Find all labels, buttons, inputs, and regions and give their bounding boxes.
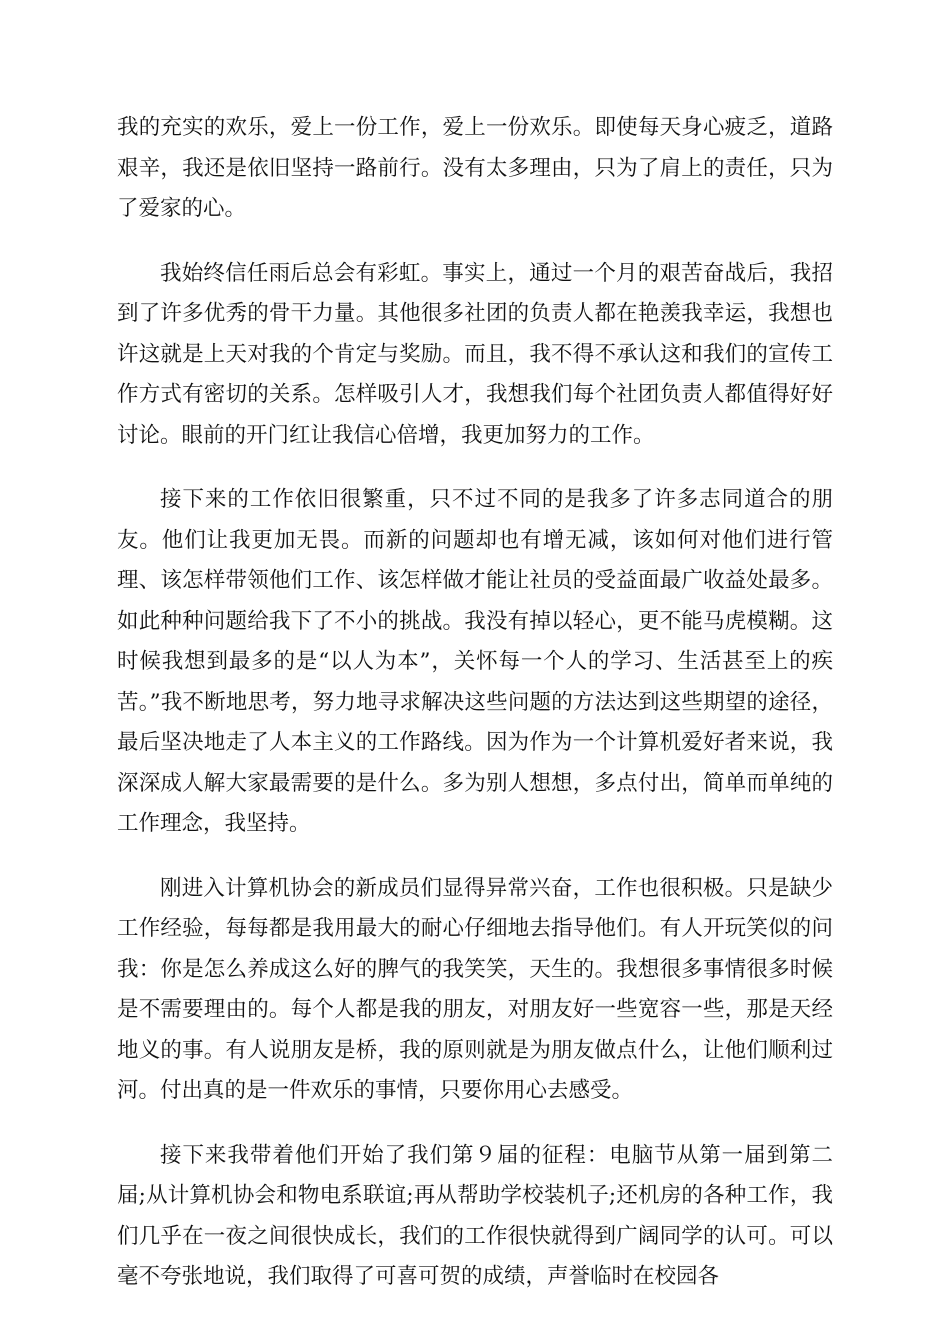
paragraph-5: 接下来我带着他们开始了我们第９届的征程：电脑节从第一届到第二届;从计算机协会和物电系联谊;再从帮助学校装机子;还机房的各种工作，我们几乎在一夜之间很快成长，我们的工作很快就得到广阔同学的认可。可以毫不夸张地说，我们取得了可喜可贺的成绩，声誉临时在校园各 <box>117 1142 833 1289</box>
document-page <box>117 108 833 1322</box>
paragraph-4: 刚进入计算机协会的新成员们显得异常兴奋，工作也很积极。只是缺少工作经验，每每都是我用最大的耐心仔细地去指导他们。有人开玩笑似的问我：你是怎么养成这么好的脾气的我笑笑，天生的。我想很多事情很多时候是不需要理由的。每个人都是我的朋友，对朋友好一些宽容一些，那是天经地义的事。有人说朋友是桥，我的原则就是为朋友做点什么，让他们顺利过河。付出真的是一件欢乐的事情，只要你用心去感受。 <box>117 875 833 1103</box>
paragraph-1: 我的充实的欢乐，爱上一份工作，爱上一份欢乐。即使每天身心疲乏，道路艰辛，我还是依旧坚持一路前行。没有太多理由，只为了肩上的责任，只为了爱家的心。 <box>117 115 833 221</box>
paragraph-3: 接下来的工作依旧很繁重，只不过不同的是我多了许多志同道合的朋友。他们让我更加无畏。而新的问题却也有增无减，该如何对他们进行管理、该怎样带领他们工作、该怎样做才能让社员的受益面最广收益处最多。如此种种问题给我下了不小的挑战。我没有掉以轻心，更不能马虎模糊。这时候我想到最多的是“以人为本”，关怀每一个人的学习、生活甚至上的疾苦。”我不断地思考，努力地寻求解决这些问题的方法达到这些期望的途径，最后坚决地走了人本主义的工作路线。因为作为一个计算机爱好者来说，我深深成人解大家最需要的是什么。多为别人想想，多点付出，简单而单纯的工作理念，我坚持。 <box>117 487 833 836</box>
paragraph-2: 我始终信任雨后总会有彩虹。事实上，通过一个月的艰苦奋战后，我招到了许多优秀的骨干力量。其他很多社团的负责人都在艳羡我幸运，我想也许这就是上天对我的个肯定与奖励。而且，我不得不承认这和我们的宣传工作方式有密切的关系。怎样吸引人才，我想我们每个社团负责人都值得好好讨论。眼前的开门红让我信心倍增，我更加努力的工作。 <box>117 260 833 448</box>
